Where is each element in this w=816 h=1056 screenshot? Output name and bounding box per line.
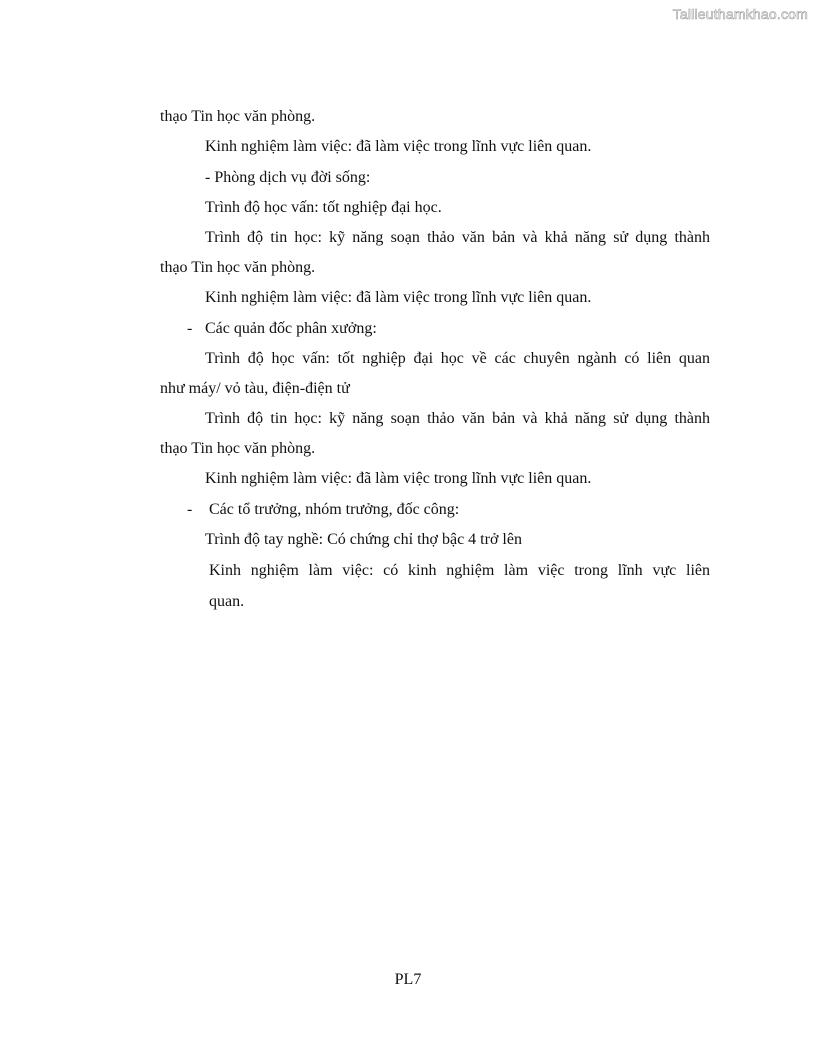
bullet-dash: - [187,320,193,337]
text-line: Trình độ tin học: kỹ năng soạn thảo văn bản và khả năng sử dụng thành [205,410,710,427]
text-line: như máy/ vỏ tàu, điện-điện tử [160,380,350,397]
text-line: Trình độ tin học: kỹ năng soạn thảo văn bản và khả năng sử dụng thành [205,229,710,246]
page-number: PL7 [394,971,422,988]
text-line: Trình độ học vấn: tốt nghiệp đại học. [205,199,442,216]
text-line: Kinh nghiệm làm việc: đã làm việc trong lĩnh vực liên quan. [205,289,592,306]
text-line: thạo Tin học văn phòng. [160,440,316,457]
text-line: Trình độ học vấn: tốt nghiệp đại học về các chuyên ngành có liên quan [205,350,710,367]
bullet-dash: - [187,501,193,518]
text-line: - Phòng dịch vụ đời sống: [205,169,371,186]
list-item-heading: Các tổ trưởng, nhóm trưởng, đốc công: [209,501,460,518]
text-line: Kinh nghiệm làm việc: có kinh nghiệm làm việc trong lĩnh vực liên [209,562,710,579]
watermark-text: Tailieuthamkhao.com [672,6,808,22]
text-line: Kinh nghiệm làm việc: đã làm việc trong lĩnh vực liên quan. [205,470,592,487]
text-line: thạo Tin học văn phòng. [160,108,316,125]
list-item-heading: Các quản đốc phân xưởng: [205,320,377,337]
text-line: thạo Tin học văn phòng. [160,259,316,276]
text-line: Trình độ tay nghề: Có chứng chỉ thợ bậc 4 trở lên [205,531,522,548]
text-line: quan. [209,593,245,610]
text-line: Kinh nghiệm làm việc: đã làm việc trong lĩnh vực liên quan. [205,138,592,155]
